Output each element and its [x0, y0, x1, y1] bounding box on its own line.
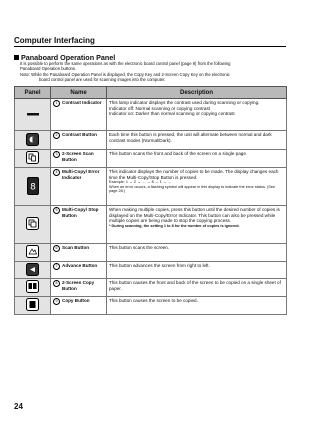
table-row — [15, 279, 287, 297]
name-cell — [51, 206, 107, 244]
item-number: 4 — [53, 169, 60, 176]
table-row — [15, 99, 287, 131]
name-cell — [51, 261, 107, 279]
section-title-text: Panaboard Operation Panel — [21, 53, 116, 62]
description-header: Description — [107, 87, 287, 99]
description-cell — [107, 99, 287, 131]
two-screen-copy-icon — [26, 289, 39, 294]
table-row — [15, 131, 287, 150]
description-cell — [107, 261, 287, 279]
item-name: Multi-Copy/ Error Indicator — [62, 169, 100, 180]
table-row — [15, 150, 287, 168]
table-row — [15, 206, 287, 244]
item-name: Copy Button — [62, 298, 90, 304]
name-cell — [51, 150, 107, 168]
description-cell — [107, 297, 287, 315]
square-bullet-icon — [14, 55, 19, 60]
name-header: Name — [51, 87, 107, 99]
section-header: Computer Interfacing — [14, 36, 95, 45]
item-description: This button scans the front and back of the screen on a single page. — [109, 151, 248, 156]
panel-header: Panel — [15, 87, 51, 99]
name-cell — [51, 99, 107, 131]
panel-cell — [15, 244, 51, 262]
description-cell — [107, 244, 287, 262]
panel-cell — [15, 279, 51, 297]
panel-cell — [15, 131, 51, 150]
table-row — [15, 261, 287, 279]
intro-line-2: Panaboard Operation buttons. — [20, 66, 77, 72]
item-number: 9 — [53, 298, 60, 305]
description-cell — [107, 168, 287, 206]
item-number: 2 — [53, 132, 60, 139]
intro-text — [20, 61, 286, 82]
name-cell — [51, 244, 107, 262]
two-screen-scan-icon — [26, 160, 39, 165]
intro-note-2: board control panel are used for scanning images into the computer. — [39, 76, 166, 82]
item-error-note: When an error occurs, a flashing symbol will appear in this display to indicate the error status. (See page 28.) — [109, 184, 276, 194]
item-description: This button causes the front and back of the screen to be copied on a single sheet of paper. — [109, 280, 281, 291]
item-description: This button scans the screen. — [109, 245, 170, 250]
item-name: 2-Screen Copy Button — [62, 280, 95, 291]
panel-cell — [15, 261, 51, 279]
name-cell — [51, 131, 107, 150]
advance-icon — [26, 272, 39, 277]
item-number: 1 — [53, 100, 60, 107]
item-number: 6 — [53, 245, 60, 252]
header-divider — [14, 46, 286, 47]
item-description: This indicator displays the number of copies to be made. The display changes each time the Multi-Copy/Stop Button is pressed. — [109, 169, 279, 180]
item-number: 3 — [53, 151, 60, 158]
item-name: Contrast Indicator — [62, 100, 102, 105]
description-cell — [107, 206, 287, 244]
name-cell — [51, 297, 107, 315]
item-name: 2-Screen Scan Button — [62, 151, 94, 162]
item-description: This button advances the screen from right to left. — [109, 262, 210, 268]
panel-cell — [15, 150, 51, 168]
intro-note-1: Note: While the Panaboard Operation Panel is displayed, the Copy Key and 2-Screen Copy Key on the electronic — [20, 71, 230, 77]
item-name: Multi-Copy/ Stop Button — [62, 207, 99, 218]
description-cell — [107, 279, 287, 297]
page-number: 24 — [14, 402, 23, 411]
item-description: This lamp indicator displays the contrast used during scanning or copying. Indicator off: Normal scanning or copying contrast Indicator on: Darker than normal scanning or copying contrast — [109, 100, 260, 117]
panel-cell — [15, 297, 51, 315]
item-number: 7 — [53, 263, 60, 270]
svg-text:8: 8 — [29, 182, 36, 193]
intro-line-1: It is possible to perform the same operations as with the electronic board control panel (page 9) from the following — [20, 61, 231, 66]
contrast-button-icon — [26, 142, 39, 147]
panel-cell — [15, 99, 51, 131]
item-bold-note: * During scanning, the setting 1 to 8 for the number of copies is ignored. — [109, 223, 240, 228]
scan-icon — [26, 254, 39, 259]
table-row — [15, 244, 287, 262]
item-description: When making multiple copies, press this button until the desired number of copies is displayed on the Multi-Copy/Error Indicator. This button can also be pressed while multiple copies are being made to stop the copying process. — [109, 207, 280, 224]
item-number: 5 — [53, 207, 60, 214]
table-row — [15, 168, 287, 206]
description-cell — [107, 131, 287, 150]
name-cell — [51, 279, 107, 297]
panel-cell — [15, 206, 51, 244]
operation-panel-table — [14, 86, 287, 315]
item-description: Each time this button is pressed, the unit will alternate between normal and dark contrast modes (Normal/Dark). — [109, 132, 272, 143]
copy-count-indicator-icon — [27, 182, 39, 196]
item-example: Example: 1 → 2 → … → 8 → 1 → … — [109, 180, 172, 185]
item-name: Advance Button — [62, 262, 98, 268]
description-cell — [107, 150, 287, 168]
panel-cell — [15, 168, 51, 206]
name-cell — [51, 168, 107, 206]
multi-copy-stop-icon — [26, 226, 39, 231]
item-name: Contrast Button — [62, 132, 97, 137]
item-name: Scan Button — [62, 245, 90, 250]
contrast-indicator-icon — [26, 114, 40, 119]
item-number: 8 — [53, 280, 60, 287]
item-description: This button causes the screen to be copied. — [109, 298, 198, 304]
copy-icon — [26, 307, 39, 312]
table-row — [15, 297, 287, 315]
